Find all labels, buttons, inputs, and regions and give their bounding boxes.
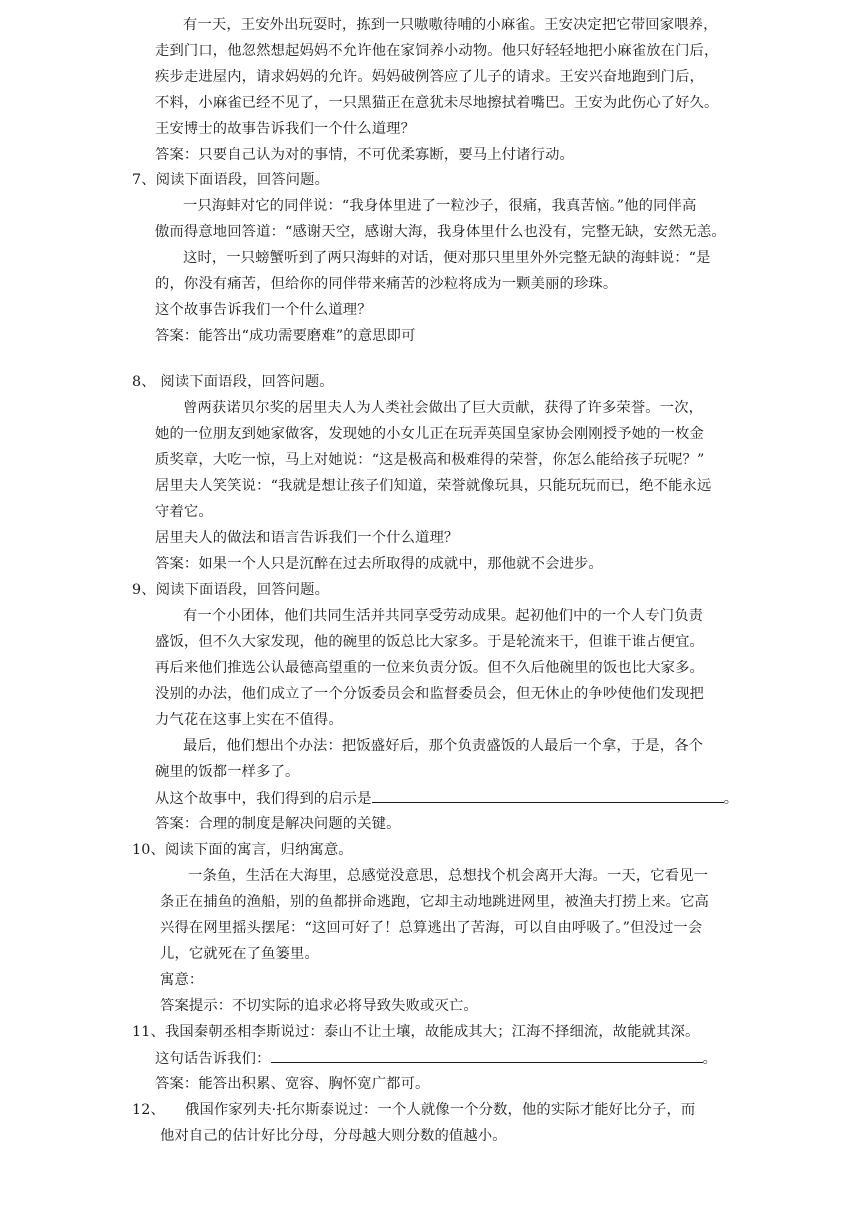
question-number: 12、 [132,1102,165,1118]
passage-line: 力气花在这事上实在不值得。 [155,712,343,728]
passage-line: 曾两获诺贝尔奖的居里夫人为人类社会做出了巨大贡献，获得了许多荣誉。一次， [183,400,704,416]
passage-line: 疾步走进屋内，请求妈妈的允许。妈妈破例答应了儿子的请求。王安兴奋地跑到门后， [155,69,704,85]
passage-line: 盛饭，但不久大家发现，他的碗里的饭总比大家多。于是轮流来干，但谁干谁占便宜。 [155,634,704,650]
passage-line: 守着它。 [155,504,213,520]
passage-line: 俄国作家列夫·托尔斯泰说过：一个人就像一个分数，他的实际才能好比分子，而 [185,1102,696,1118]
moral-label: 寓意： [160,972,204,988]
question-text [155,1048,717,1068]
question-prompt: 从这个故事中，我们得到的启示是 [155,791,372,807]
answer-blank [271,1048,703,1063]
passage-line: 她的一位朋友到她家做客，发现她的小女儿正在玩弄英国皇家协会刚刚授予她的一枚金 [155,426,704,442]
question-text [155,788,738,808]
question-heading: 8、 阅读下面语段，回答问题。 [132,374,334,390]
question-heading: 9、阅读下面语段，回答问题。 [132,582,330,598]
passage-line: 一条鱼，生活在大海里，总感觉没意思，总想找个机会离开大海。一天，它看见一 [188,868,709,884]
question-text: 这个故事告诉我们一个什么道理？ [155,302,372,318]
answer-text: 答案：只要自己认为对的事情，不可优柔寡断，要马上付诸行动。 [155,147,574,163]
passage-line: 有一天，王安外出玩耍时，拣到一只嗷嗷待哺的小麻雀。王安决定把它带回家喂养， [183,17,718,33]
question-heading: 11、我国秦朝丞相李斯说过：泰山不让土壤，故能成其大；江海不择细流，故能就其深。 [132,1024,700,1040]
question-end: 。 [723,791,739,807]
passage-line: 这时，一只螃蟹听到了两只海蚌的对话，便对那只里里外外完整无缺的海蚌说：“是 [183,250,711,266]
question-heading: 7、阅读下面语段，回答问题。 [132,172,330,188]
passage-line: 有一个小团体，他们共同生活并共同享受劳动成果。起初他们中的一个人专门负责 [183,608,704,624]
passage-line: 没别的办法，他们成立了一个分饭委员会和监督委员会，但无休止的争吵使他们发现把 [155,686,704,702]
passage-line: 走到门口，他忽然想起妈妈不允许他在家饲养小动物。他只好轻轻地把小麻雀放在门后， [155,43,719,59]
passage-line: 质奖章，大吃一惊，马上对她说：“这是极高和极难得的荣誉，你怎么能给孩子玩呢？” [155,452,705,468]
passage-line: 条正在捕鱼的渔船，别的鱼都拼命逃跑，它却主动地跳进网里，被渔夫打捞上来。它高 [160,894,709,910]
passage-line: 碗里的饭都一样多了。 [155,764,300,780]
passage-line: 傲而得意地回答道：“感谢天空，感谢大海，我身体里什么也没有，完整无缺，安然无恙。 [155,224,726,240]
passage-line: 的，你没有痛苦，但给你的同伴带来痛苦的沙粒将成为一颗美丽的珍珠。 [155,276,618,292]
question-end: 。 [702,1051,718,1067]
passage-line: 再后来他们推选公认最德高望重的一位来负责分饭。但不久后他碗里的饭也比大家多。 [155,660,704,676]
passage-line: 儿，它就死在了鱼篓里。 [160,946,319,962]
question-prompt: 这句话告诉我们： [155,1051,271,1067]
passage-line: 最后，他们想出个办法：把饭盛好后，那个负责盛饭的人最后一个拿，于是，各个 [183,738,704,754]
passage-line: 一只海蚌对它的同伴说：“我身体里进了一粒沙子，很痛，我真苦恼。”他的同伴高 [183,198,697,214]
passage-line: 兴得在网里摇头摆尾：“这回可好了！总算逃出了苦海，可以自由呼吸了。”但没过一会 [160,920,703,936]
answer-text: 答案：合理的制度是解决问题的关键。 [155,816,401,832]
question-heading: 10、阅读下面的寓言，归纳寓意。 [132,842,353,858]
answer-blank [372,788,724,803]
answer-text: 答案提示：不切实际的追求必将导致失败或灭亡。 [160,998,478,1014]
question-text: 居里夫人的做法和语言告诉我们一个什么道理？ [155,530,459,546]
question-text: 王安博士的故事告诉我们一个什么道理？ [155,121,416,137]
answer-text: 答案：能答出“成功需要磨难”的意思即可 [155,328,416,344]
passage-line: 居里夫人笑笑说：“我就是想让孩子们知道，荣誉就像玩具，只能玩玩而已，绝不能永远 [155,478,712,494]
answer-text: 答案：如果一个人只是沉醉在过去所取得的成就中，那他就不会进步。 [155,556,603,572]
answer-text: 答案：能答出积累、宽容、胸怀宽广都可。 [155,1076,430,1092]
passage-line: 不料，小麻雀已经不见了，一只黑猫正在意犹未尽地擦拭着嘴巴。王安为此伤心了好久。 [155,95,719,111]
passage-line: 他对自己的估计好比分母，分母越大则分数的值越小。 [160,1128,507,1144]
